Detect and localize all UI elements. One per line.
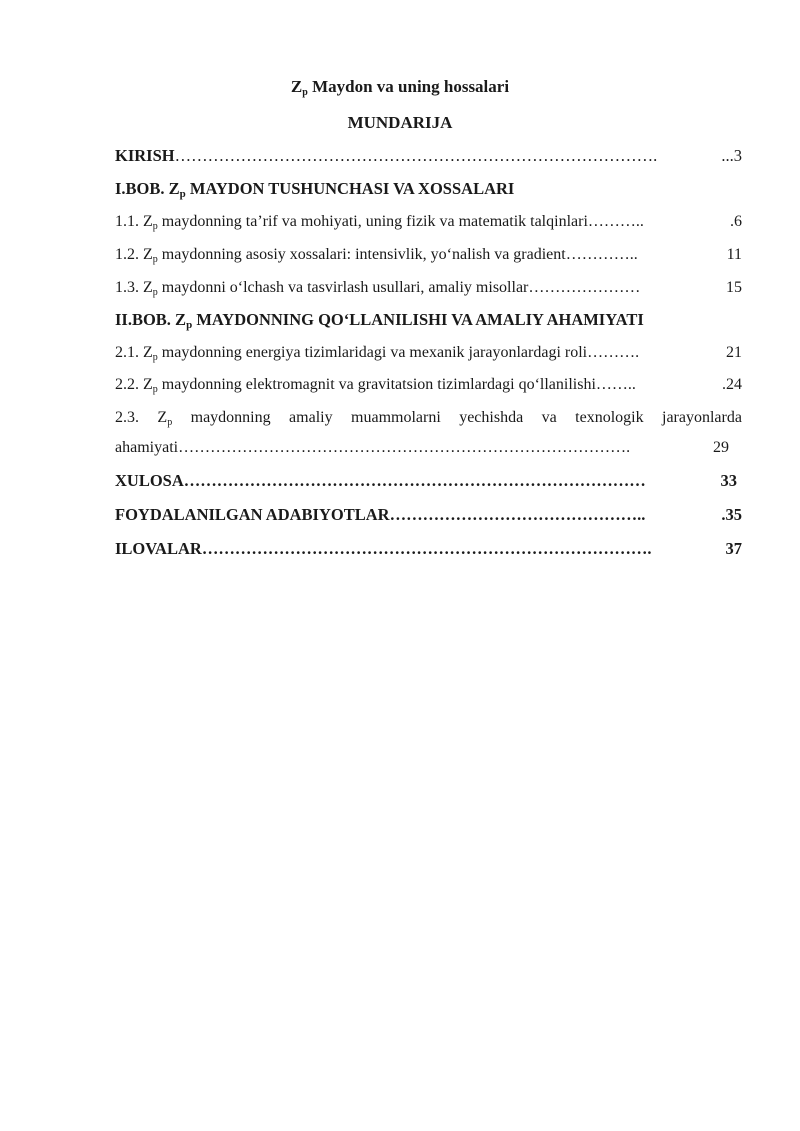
toc-entry-label: KIRISH (115, 146, 175, 165)
toc-heading: MUNDARIJA (347, 113, 453, 132)
toc-leader-dots: ………….. (565, 246, 638, 263)
word: amaliy (289, 409, 333, 426)
title-subscript: p (302, 87, 308, 98)
toc-entry-chapter-2[interactable] (115, 308, 742, 332)
toc-entry-section-2-1[interactable] (115, 341, 742, 365)
toc-entry-section-2-3-line1[interactable] (115, 406, 742, 430)
toc-entry-label (115, 177, 742, 201)
label-post: maydonning elektromagnit va gravitatsion tizimlardagi qo‘llanilishi (157, 376, 596, 393)
toc-leader-dots: …….. (595, 376, 636, 393)
label-post: maydonning energiya tizimlaridagi va mexanik jarayonlardagi roli (157, 344, 588, 361)
label-pre: 1.1. Z (115, 213, 153, 230)
label-subscript: p (152, 384, 158, 395)
toc-leader-dots: ………………………………………………………………………. (201, 539, 652, 558)
toc-entry-section-1-1[interactable] (115, 210, 742, 234)
toc-entry-section-1-2[interactable] (115, 243, 742, 267)
toc-page-number: .6 (730, 213, 742, 230)
toc-entry-foydalanilgan-adabiyotlar[interactable] (115, 503, 742, 527)
label-pre: Z (157, 409, 168, 426)
label-subscript: p (179, 188, 186, 200)
toc-page-number: .24 (722, 376, 742, 393)
toc-entry-ilovalar[interactable] (115, 537, 742, 561)
toc-leader-dots: ………………… (528, 279, 641, 296)
toc-entry-label: ILOVALAR (115, 539, 202, 558)
label-subscript: p (152, 287, 158, 298)
label-post: maydonning asosiy xossalari: intensivlik, yo‘nalish va gradient (157, 246, 566, 263)
word: maydonning (190, 409, 271, 426)
toc-entry-kirish[interactable] (115, 144, 742, 168)
toc-entry-label (115, 210, 588, 234)
toc-leader-dots: ………. (587, 344, 640, 361)
toc-entry-section-1-3[interactable] (115, 276, 742, 300)
toc-entry-label (115, 243, 566, 267)
label-pre: 2.2. Z (115, 376, 153, 393)
title-z: Z (290, 77, 303, 96)
toc-page-number: 37 (725, 539, 742, 558)
toc-page-number: ...3 (721, 146, 742, 165)
word: texnologik (575, 409, 644, 426)
label-subscript: p (167, 417, 173, 428)
toc-entry-label: XULOSA (115, 471, 184, 490)
word: va (541, 409, 557, 426)
toc-entry-section-2-2[interactable] (115, 373, 742, 397)
toc-page-number: 29 (713, 439, 729, 456)
toc-leader-dots: ……….. (587, 213, 644, 230)
toc-page-number: 15 (726, 279, 742, 296)
label-subscript: p (152, 254, 158, 265)
toc-page-number: 21 (726, 344, 742, 361)
toc-entry-label (115, 373, 596, 397)
label-post: MAYDONNING QO‘LLANILISHI VA AMALIY AHAMIYATI (192, 310, 644, 329)
label-pre: I.BOB. Z (115, 179, 180, 198)
toc-entry-label (115, 276, 528, 300)
title-rest: Maydon va uning hossalari (307, 77, 510, 96)
toc-leader-dots: ……………………………………………………………………………. (174, 146, 658, 165)
label-post: maydonni o‘lchash va tasvirlash usullari, amaliy misollar (157, 279, 529, 296)
label-pre: 1.2. Z (115, 246, 153, 263)
label-subscript: p (152, 221, 158, 232)
toc-entry-label (115, 341, 587, 365)
toc-leader-dots: …………………………………………………………………………. (178, 439, 631, 456)
toc-entry-label (115, 308, 742, 332)
word: jarayonlarda (662, 409, 742, 426)
toc-entry-section-2-3-line2[interactable] (115, 436, 729, 460)
toc-entry-chapter-1[interactable] (115, 177, 742, 201)
label-post: MAYDON TUSHUNCHASI VA XOSSALARI (185, 179, 515, 198)
toc-entry-xulosa[interactable] (115, 469, 737, 493)
label-subscript: p (186, 319, 193, 331)
label-subscript: p (152, 352, 158, 363)
label-pre: 2.1. Z (115, 344, 153, 361)
word (157, 406, 172, 430)
label-post: maydonning ta’rif va mohiyati, uning fizik va matematik talqinlari (157, 213, 588, 230)
document-title (0, 76, 800, 98)
label-pre: II.BOB. Z (115, 310, 187, 329)
word: 2.3. (115, 409, 139, 426)
word: yechishda (459, 409, 524, 426)
label-pre: 1.3. Z (115, 279, 153, 296)
toc-page-number: 33 (720, 471, 737, 490)
toc-leader-dots: ………………………………………………………………………… (183, 471, 646, 490)
word: muammolarni (351, 409, 441, 426)
toc-page-number: .35 (721, 505, 742, 524)
toc-leader-dots: ……………………………………….. (389, 505, 646, 524)
toc-entry-label: ahamiyati (115, 439, 179, 456)
toc-page-number: 11 (726, 246, 742, 263)
toc-entry-label: FOYDALANILGAN ADABIYOTLAR (115, 505, 390, 524)
